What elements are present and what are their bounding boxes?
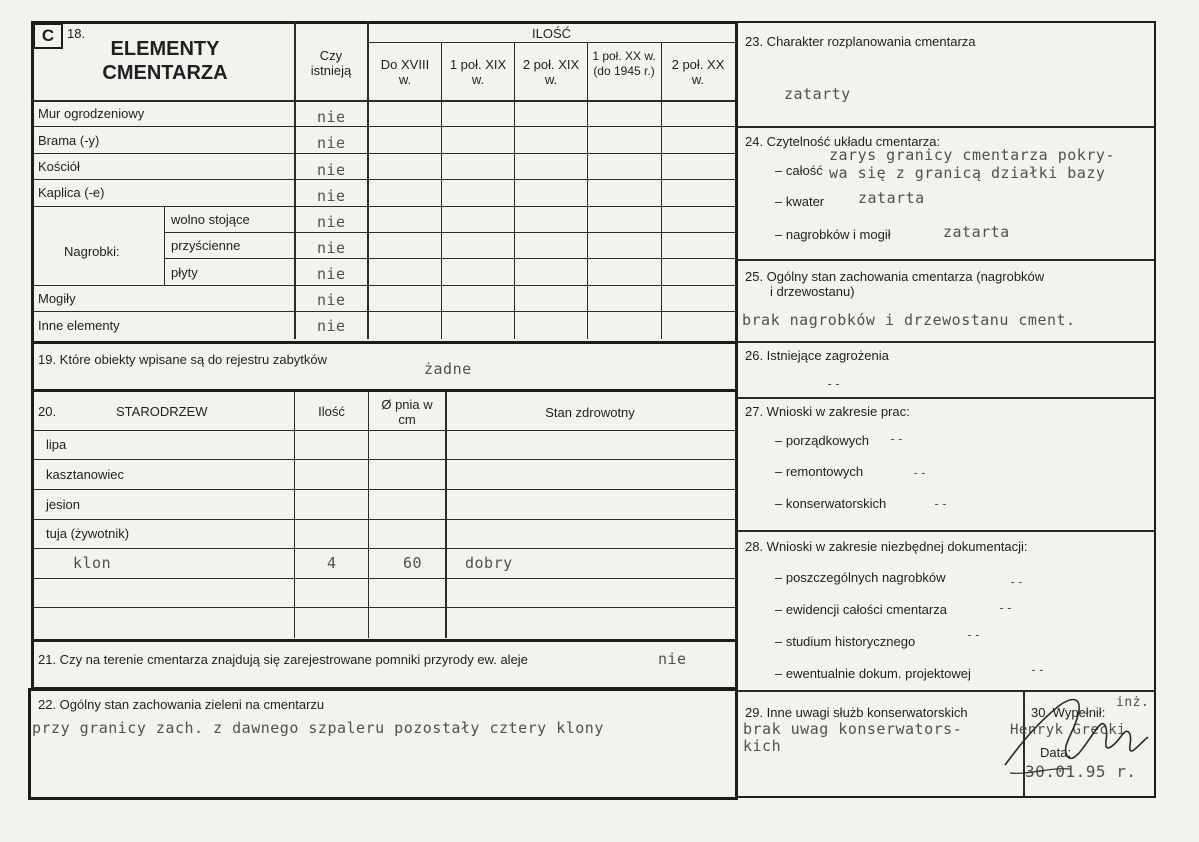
s27-item-value: --: [933, 497, 949, 511]
s24-note-line1: zarys granicy cmentarza pokry-: [829, 146, 1115, 164]
s20-col-rule: [294, 391, 295, 638]
s28-item-label: – ewentualnie dokum. projektowej: [775, 666, 971, 681]
s28-item-label: – ewidencji całości cmentarza: [775, 602, 947, 617]
col-exists-header: Czy istnieją: [310, 48, 352, 78]
period-header-5: 2 poł. XX w.: [671, 57, 725, 87]
s27-item-label: – remontowych: [775, 464, 864, 479]
s27-item-label: – porządkowych: [775, 433, 869, 448]
exists-value: nie: [317, 134, 346, 152]
right-rule: [737, 126, 1154, 128]
tree-diam: 60: [403, 554, 423, 572]
s20-row-rule: [31, 489, 735, 490]
s22-value: przy granicy zach. z dawnego szpaleru pozostały cztery klony: [32, 719, 604, 737]
row-rule: [31, 206, 735, 207]
exists-value: nie: [317, 317, 346, 335]
right-rule: [737, 530, 1154, 532]
row-rule: [31, 311, 735, 312]
row-rule: [164, 232, 735, 233]
tree-name: kasztanowiec: [46, 467, 125, 482]
period-header-4: 1 poł. XX w. (do 1945 r.): [592, 49, 656, 78]
s30-title: inż.: [1116, 695, 1150, 710]
tree-name: tuja (żywotnik): [46, 526, 130, 541]
row-label: przyścienne: [171, 238, 241, 253]
ilosc-header: ILOŚĆ: [531, 26, 571, 41]
section-title-line2: CMENTARZA: [102, 62, 228, 84]
s27-label: 27. Wnioski w zakresie prac:: [745, 404, 910, 419]
nagrobki-group-label: Nagrobki:: [64, 244, 120, 259]
s20-row-rule: [31, 607, 735, 608]
col-rule-5: [587, 42, 588, 339]
exists-value: nie: [317, 213, 346, 231]
s30-label: 30. Wypełnił:: [1031, 705, 1106, 720]
s20-title: STARODRZEW: [116, 404, 208, 419]
section-number: 18.: [67, 26, 86, 41]
s24-item-label: – całość: [775, 163, 823, 178]
s30-date-label: Data:: [1040, 745, 1072, 760]
exists-value: nie: [317, 291, 346, 309]
tree-name: jesion: [46, 497, 80, 512]
tree-name: klon: [73, 554, 112, 572]
row-rule: [31, 153, 735, 154]
s24-item-label: – kwater: [775, 194, 825, 209]
ilosc-rule: [367, 42, 735, 43]
s23-label: 23. Charakter rozplanowania cmentarza: [745, 34, 976, 49]
exists-value: nie: [317, 108, 346, 126]
s20-number: 20.: [38, 404, 57, 419]
row-label: wolno stojące: [171, 212, 250, 227]
s28-item-value: --: [966, 628, 982, 642]
tree-health: dobry: [465, 554, 513, 572]
s22-label: 22. Ogólny stan zachowania zieleni na cmentarzu: [38, 697, 325, 712]
s27-item-value: --: [889, 432, 905, 446]
nagrobki-divider: [164, 206, 165, 285]
s20-row-rule: [31, 548, 735, 549]
s20-col-rule: [368, 391, 369, 638]
s30-name: Henryk Grecki: [1010, 722, 1127, 738]
tree-name: lipa: [46, 437, 67, 452]
s20-row-rule: [31, 578, 735, 579]
s21-value: nie: [658, 650, 687, 668]
s26-label: 26. Istniejące zagrożenia: [745, 348, 889, 363]
s23-value: zatarty: [784, 85, 851, 103]
col-rule-4: [514, 42, 515, 339]
exists-value: nie: [317, 187, 346, 205]
s24-note-line2: wa się z granicą działki bazy: [829, 164, 1106, 182]
s19-label: 19. Które obiekty wpisane są do rejestru zabytków: [38, 352, 328, 367]
s29-value-line1: brak uwag konserwators-: [743, 720, 963, 738]
row-rule: [31, 285, 735, 286]
s19-value: żadne: [424, 360, 472, 378]
s28-label: 28. Wnioski w zakresie niezbędnej dokumentacji:: [745, 539, 1028, 554]
row-label: Mogiły: [38, 291, 76, 306]
period-header-1: Do XVIII w.: [380, 57, 430, 87]
s24-item-label: – nagrobków i mogił: [775, 227, 891, 242]
header-bottom-rule: [31, 100, 735, 102]
row-rule: [164, 258, 735, 259]
s24-item-value: zatarta: [858, 189, 925, 207]
s21-label: 21. Czy na terenie cmentarza znajdują się zarejestrowane pomniki przyrody ew. aleje: [38, 652, 528, 667]
s24-item-value: zatarta: [943, 223, 1010, 241]
col-rule-6: [661, 42, 662, 339]
row-label: Kaplica (-e): [38, 185, 105, 200]
s26-value: --: [826, 377, 842, 391]
row-label: Inne elementy: [38, 318, 120, 333]
col-rule-2: [367, 21, 369, 339]
col-rule-3: [441, 42, 442, 339]
row-rule: [31, 126, 735, 127]
s20-row-rule: [31, 519, 735, 520]
s20-row-rule: [31, 459, 735, 460]
col-rule-1: [294, 21, 296, 339]
exists-value: nie: [317, 239, 346, 257]
s28-item-value: --: [1009, 575, 1025, 589]
section-title-line1: ELEMENTY: [110, 38, 220, 60]
s20-col-qty: Ilość: [318, 404, 345, 419]
s28-item-value: --: [998, 601, 1014, 615]
s30-date: 30.01.95 r.: [1025, 762, 1137, 781]
s28-item-label: – poszczególnych nagrobków: [775, 570, 946, 585]
s29-value-line2: kich: [743, 737, 782, 755]
right-rule: [737, 259, 1154, 261]
s27-item-label: – konserwatorskich: [775, 496, 887, 511]
section-letter-box: C: [33, 23, 63, 49]
period-header-2: 1 poł. XIX w.: [449, 57, 507, 87]
s20-row-rule: [31, 430, 735, 431]
s25-label-line1: 25. Ogólny stan zachowania cmentarza (nagrobków: [745, 269, 1045, 284]
s20-col-diam: Ø pnia w cm: [381, 397, 433, 427]
right-rule: [737, 397, 1154, 399]
period-header-3: 2 poł. XIX w.: [522, 57, 580, 87]
row-label: Mur ogrodzeniowy: [38, 106, 145, 121]
s25-label-line2: i drzewostanu): [770, 284, 855, 299]
s24-label: 24. Czytelność układu cmentarza:: [745, 134, 941, 149]
right-rule: [737, 341, 1154, 343]
row-label: płyty: [171, 265, 198, 280]
row-label: Kościół: [38, 159, 80, 174]
row-rule: [31, 179, 735, 180]
s27-item-value: --: [912, 466, 928, 480]
row-label: Brama (-y): [38, 133, 100, 148]
s20-col-health: Stan zdrowotny: [545, 405, 635, 420]
s25-value: brak nagrobków i drzewostanu cment.: [742, 311, 1076, 329]
exists-value: nie: [317, 161, 346, 179]
signature-icon: [990, 685, 1160, 790]
s28-item-value: --: [1030, 663, 1046, 677]
s20-col-rule: [445, 391, 447, 638]
s28-item-label: – studium historycznego: [775, 634, 916, 649]
tree-qty: 4: [327, 554, 337, 572]
exists-value: nie: [317, 265, 346, 283]
s29-label: 29. Inne uwagi służb konserwatorskich: [745, 705, 968, 720]
